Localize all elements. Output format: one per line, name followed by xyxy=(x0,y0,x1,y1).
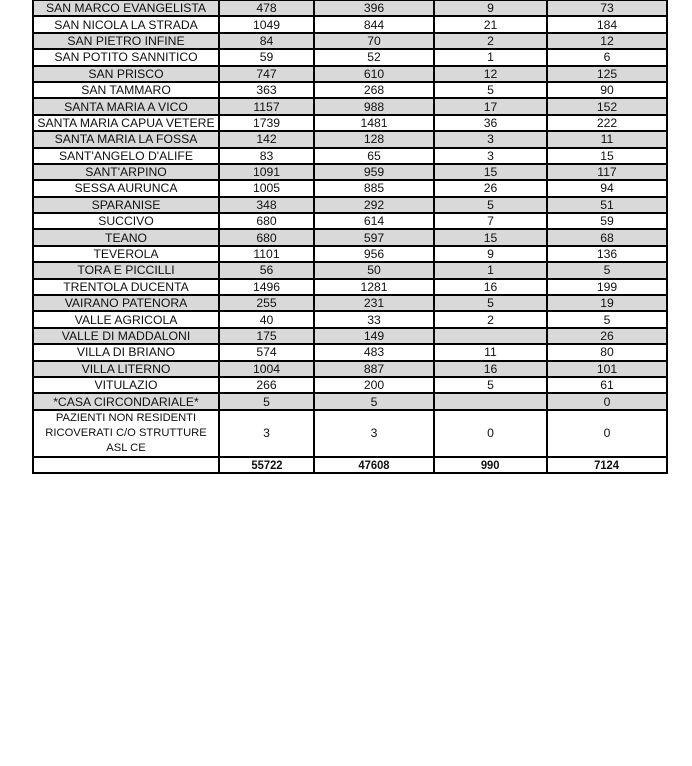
cell-currently-positive: 125 xyxy=(547,66,667,82)
cell-recovered: 959 xyxy=(314,164,434,180)
table-row xyxy=(33,328,667,344)
cell-total-positive: 747 xyxy=(219,66,314,82)
row-name: TRENTOLA DUCENTA xyxy=(33,279,219,295)
cell-currently-positive: 12 xyxy=(547,33,667,49)
cell-deceased: 15 xyxy=(434,164,547,180)
cell-currently-positive: 0 xyxy=(547,393,667,409)
cell-recovered: 3 xyxy=(314,410,434,457)
cell-recovered: 610 xyxy=(314,66,434,82)
cell-recovered: 70 xyxy=(314,33,434,49)
cell-currently-positive: 51 xyxy=(547,197,667,213)
row-name: SAN MARCO EVANGELISTA xyxy=(33,0,219,16)
cell-deceased: 15 xyxy=(434,229,547,245)
table-row xyxy=(33,82,667,98)
table-row xyxy=(33,16,667,32)
cell-total-positive: 1157 xyxy=(219,98,314,114)
cell-total-positive: 255 xyxy=(219,295,314,311)
cell-deceased: 3 xyxy=(434,131,547,147)
cell-currently-positive: 199 xyxy=(547,279,667,295)
table-row xyxy=(33,98,667,114)
table-row xyxy=(33,213,667,229)
row-name: SESSA AURUNCA xyxy=(33,180,219,196)
cell-currently-positive: 11 xyxy=(547,131,667,147)
row-name: VILLA LITERNO xyxy=(33,361,219,377)
cell-currently-positive: 117 xyxy=(547,164,667,180)
row-name: SANTA MARIA A VICO xyxy=(33,98,219,114)
cell-currently-positive: 73 xyxy=(547,0,667,16)
row-name: VITULAZIO xyxy=(33,377,219,393)
cell-total-positive: 680 xyxy=(219,229,314,245)
table-row xyxy=(33,164,667,180)
cell-currently-positive: 19 xyxy=(547,295,667,311)
cell-currently-positive: 5 xyxy=(547,311,667,327)
total-currently-positive-sum: 7124 xyxy=(547,457,667,474)
cell-currently-positive: 94 xyxy=(547,180,667,196)
cell-total-positive: 348 xyxy=(219,197,314,213)
cell-recovered: 597 xyxy=(314,229,434,245)
cell-currently-positive: 101 xyxy=(547,361,667,377)
table-row xyxy=(33,0,667,16)
cell-total-positive: 266 xyxy=(219,377,314,393)
row-name: SPARANISE xyxy=(33,197,219,213)
cell-deceased xyxy=(434,393,547,409)
cell-total-positive: 1496 xyxy=(219,279,314,295)
cell-total-positive: 1739 xyxy=(219,115,314,131)
cell-deceased: 0 xyxy=(434,410,547,457)
cell-recovered: 33 xyxy=(314,311,434,327)
row-name: SUCCIVO xyxy=(33,213,219,229)
cell-deceased: 5 xyxy=(434,197,547,213)
covid-municipality-table xyxy=(32,0,668,474)
cell-recovered: 231 xyxy=(314,295,434,311)
cell-total-positive: 1004 xyxy=(219,361,314,377)
row-name: SANT'ARPINO xyxy=(33,164,219,180)
cell-deceased: 12 xyxy=(434,66,547,82)
cell-total-positive: 175 xyxy=(219,328,314,344)
cell-total-positive: 1049 xyxy=(219,16,314,32)
table-row xyxy=(33,246,667,262)
cell-deceased: 21 xyxy=(434,16,547,32)
cell-recovered: 885 xyxy=(314,180,434,196)
cell-deceased: 2 xyxy=(434,311,547,327)
cell-total-positive: 478 xyxy=(219,0,314,16)
row-name: *CASA CIRCONDARIALE* xyxy=(33,393,219,409)
cell-total-positive: 3 xyxy=(219,410,314,457)
cell-deceased: 16 xyxy=(434,279,547,295)
cell-deceased: 9 xyxy=(434,246,547,262)
row-name: TEVEROLA xyxy=(33,246,219,262)
cell-total-positive: 84 xyxy=(219,33,314,49)
cell-recovered: 128 xyxy=(314,131,434,147)
row-name: SAN PRISCO xyxy=(33,66,219,82)
table-row xyxy=(33,393,667,409)
cell-recovered: 52 xyxy=(314,49,434,65)
cell-recovered: 1281 xyxy=(314,279,434,295)
cell-deceased: 26 xyxy=(434,180,547,196)
cell-total-positive: 142 xyxy=(219,131,314,147)
cell-recovered: 65 xyxy=(314,148,434,164)
cell-currently-positive: 61 xyxy=(547,377,667,393)
cell-deceased: 1 xyxy=(434,262,547,278)
table-row xyxy=(33,66,667,82)
cell-recovered: 956 xyxy=(314,246,434,262)
row-name: SAN NICOLA LA STRADA xyxy=(33,16,219,32)
row-name: VALLE DI MADDALONI xyxy=(33,328,219,344)
cell-total-positive: 59 xyxy=(219,49,314,65)
cell-currently-positive: 5 xyxy=(547,262,667,278)
cell-deceased: 36 xyxy=(434,115,547,131)
cell-currently-positive: 152 xyxy=(547,98,667,114)
table-row xyxy=(33,197,667,213)
table-row xyxy=(33,131,667,147)
row-name: SAN POTITO SANNITICO xyxy=(33,49,219,65)
row-name: PAZIENTI NON RESIDENTI RICOVERATI C/O STRUTTURE ASL CE xyxy=(33,410,219,457)
cell-deceased: 17 xyxy=(434,98,547,114)
cell-total-positive: 1005 xyxy=(219,180,314,196)
cell-recovered: 1481 xyxy=(314,115,434,131)
total-recovered-sum: 47608 xyxy=(314,457,434,474)
table-row xyxy=(33,148,667,164)
table-row-totals xyxy=(33,457,667,474)
row-name: VALLE AGRICOLA xyxy=(33,311,219,327)
cell-deceased: 1 xyxy=(434,49,547,65)
cell-currently-positive: 59 xyxy=(547,213,667,229)
cell-currently-positive: 68 xyxy=(547,229,667,245)
cell-total-positive: 1101 xyxy=(219,246,314,262)
cell-recovered: 614 xyxy=(314,213,434,229)
row-name: SANTA MARIA CAPUA VETERE xyxy=(33,115,219,131)
cell-deceased: 5 xyxy=(434,82,547,98)
cell-total-positive: 5 xyxy=(219,393,314,409)
cell-deceased: 16 xyxy=(434,361,547,377)
table-row xyxy=(33,115,667,131)
table-row xyxy=(33,180,667,196)
cell-total-positive: 40 xyxy=(219,311,314,327)
cell-deceased: 3 xyxy=(434,148,547,164)
cell-deceased: 11 xyxy=(434,344,547,360)
cell-currently-positive: 6 xyxy=(547,49,667,65)
row-name: SAN TAMMARO xyxy=(33,82,219,98)
row-name: SAN PIETRO INFINE xyxy=(33,33,219,49)
cell-recovered: 483 xyxy=(314,344,434,360)
cell-recovered: 50 xyxy=(314,262,434,278)
cell-total-positive: 56 xyxy=(219,262,314,278)
table-row xyxy=(33,344,667,360)
cell-currently-positive: 184 xyxy=(547,16,667,32)
row-name: VAIRANO PATENORA xyxy=(33,295,219,311)
cell-deceased: 5 xyxy=(434,377,547,393)
table-row xyxy=(33,229,667,245)
row-name: SANTA MARIA LA FOSSA xyxy=(33,131,219,147)
table-row xyxy=(33,279,667,295)
table-body xyxy=(33,0,667,473)
table-row xyxy=(33,49,667,65)
cell-recovered: 200 xyxy=(314,377,434,393)
table-row xyxy=(33,361,667,377)
cell-deceased xyxy=(434,328,547,344)
row-name: VILLA DI BRIANO xyxy=(33,344,219,360)
table-row xyxy=(33,311,667,327)
cell-currently-positive: 90 xyxy=(547,82,667,98)
row-name: SANT'ANGELO D'ALIFE xyxy=(33,148,219,164)
cell-deceased: 7 xyxy=(434,213,547,229)
table-row xyxy=(33,377,667,393)
cell-total-positive: 83 xyxy=(219,148,314,164)
cell-recovered: 268 xyxy=(314,82,434,98)
table-row xyxy=(33,33,667,49)
cell-currently-positive: 222 xyxy=(547,115,667,131)
cell-recovered: 887 xyxy=(314,361,434,377)
cell-recovered: 844 xyxy=(314,16,434,32)
total-positive-sum: 55722 xyxy=(219,457,314,474)
table-row-non-resident-patients xyxy=(33,410,667,457)
totals-label xyxy=(33,457,219,474)
cell-recovered: 988 xyxy=(314,98,434,114)
total-deceased-sum: 990 xyxy=(434,457,547,474)
row-name: TORA E PICCILLI xyxy=(33,262,219,278)
cell-deceased: 2 xyxy=(434,33,547,49)
cell-total-positive: 363 xyxy=(219,82,314,98)
cell-currently-positive: 136 xyxy=(547,246,667,262)
cell-currently-positive: 80 xyxy=(547,344,667,360)
cell-currently-positive: 26 xyxy=(547,328,667,344)
table-row xyxy=(33,295,667,311)
cell-recovered: 396 xyxy=(314,0,434,16)
cell-recovered: 149 xyxy=(314,328,434,344)
cell-recovered: 292 xyxy=(314,197,434,213)
cell-currently-positive: 0 xyxy=(547,410,667,457)
table-row xyxy=(33,262,667,278)
cell-recovered: 5 xyxy=(314,393,434,409)
cell-currently-positive: 15 xyxy=(547,148,667,164)
cell-deceased: 5 xyxy=(434,295,547,311)
cell-deceased: 9 xyxy=(434,0,547,16)
row-name: TEANO xyxy=(33,229,219,245)
cell-total-positive: 574 xyxy=(219,344,314,360)
cell-total-positive: 1091 xyxy=(219,164,314,180)
cell-total-positive: 680 xyxy=(219,213,314,229)
